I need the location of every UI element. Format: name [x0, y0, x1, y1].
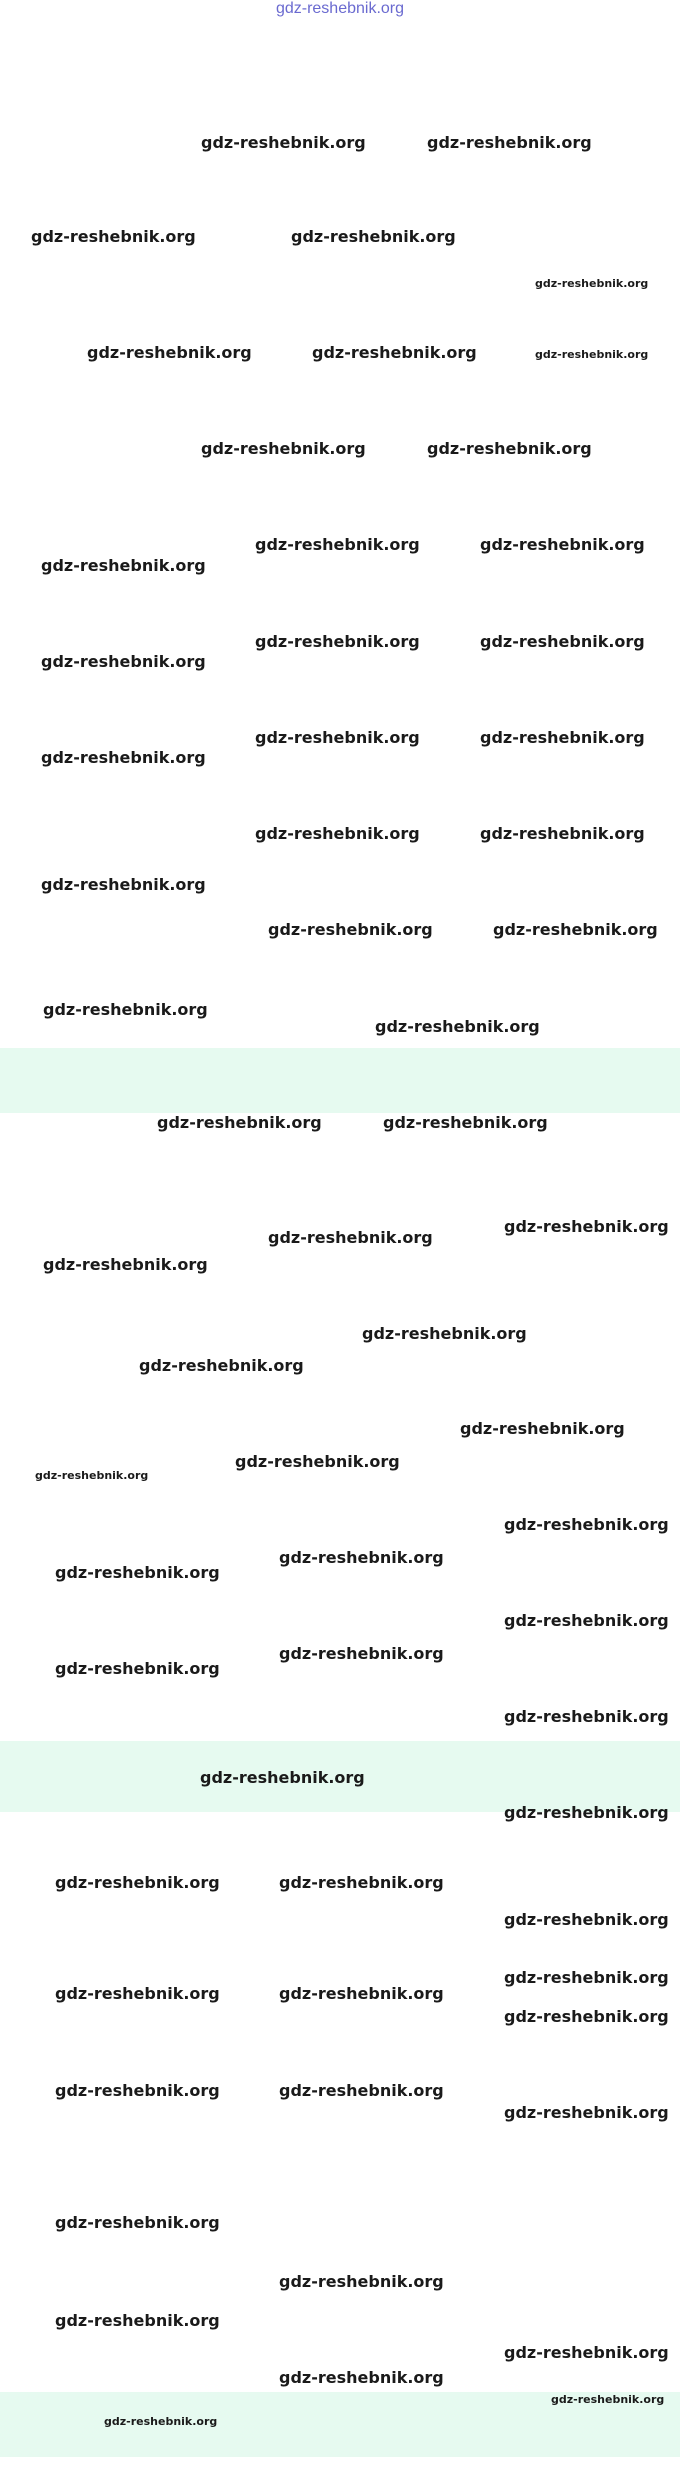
- watermark: gdz-reshebnik.org: [55, 1659, 220, 1678]
- watermark: gdz-reshebnik.org: [504, 1707, 669, 1726]
- watermark: gdz-reshebnik.org: [87, 343, 252, 362]
- watermark: gdz-reshebnik.org: [279, 1984, 444, 2003]
- watermark: gdz-reshebnik.org: [279, 1548, 444, 1567]
- watermark: gdz-reshebnik.org: [312, 343, 477, 362]
- answer-highlight: [0, 1048, 680, 1113]
- watermark: gdz-reshebnik.org: [35, 1469, 149, 1482]
- watermark: gdz-reshebnik.org: [504, 2343, 669, 2362]
- watermark: gdz-reshebnik.org: [279, 2368, 444, 2387]
- watermark: gdz-reshebnik.org: [460, 1419, 625, 1438]
- watermark: gdz-reshebnik.org: [235, 1452, 400, 1471]
- watermark: gdz-reshebnik.org: [362, 1324, 527, 1343]
- watermark: gdz-reshebnik.org: [104, 2415, 218, 2428]
- watermark: gdz-reshebnik.org: [427, 133, 592, 152]
- watermark: gdz-reshebnik.org: [504, 1515, 669, 1534]
- watermark: gdz-reshebnik.org: [55, 1984, 220, 2003]
- watermark: gdz-reshebnik.org: [535, 348, 649, 361]
- watermark: gdz-reshebnik.org: [504, 1968, 669, 1987]
- watermark: gdz-reshebnik.org: [551, 2393, 665, 2406]
- watermark: gdz-reshebnik.org: [480, 728, 645, 747]
- watermark: gdz-reshebnik.org: [55, 1563, 220, 1582]
- watermark: gdz-reshebnik.org: [480, 824, 645, 843]
- watermark: gdz-reshebnik.org: [157, 1113, 322, 1132]
- watermark: gdz-reshebnik.org: [200, 1768, 365, 1787]
- watermark: gdz-reshebnik.org: [55, 2311, 220, 2330]
- watermark: gdz-reshebnik.org: [383, 1113, 548, 1132]
- watermark: gdz-reshebnik.org: [41, 875, 206, 894]
- watermark: gdz-reshebnik.org: [480, 632, 645, 651]
- watermark: gdz-reshebnik.org: [504, 1910, 669, 1929]
- site-header[interactable]: gdz-reshebnik.org: [275, 0, 405, 17]
- watermark: gdz-reshebnik.org: [255, 824, 420, 843]
- watermark: gdz-reshebnik.org: [375, 1017, 540, 1036]
- watermark: gdz-reshebnik.org: [279, 2081, 444, 2100]
- watermark: gdz-reshebnik.org: [201, 133, 366, 152]
- watermark: gdz-reshebnik.org: [504, 2007, 669, 2026]
- watermark: gdz-reshebnik.org: [255, 535, 420, 554]
- watermark: gdz-reshebnik.org: [504, 1217, 669, 1236]
- watermark: gdz-reshebnik.org: [504, 1803, 669, 1822]
- watermark: gdz-reshebnik.org: [279, 2272, 444, 2291]
- watermark: gdz-reshebnik.org: [41, 556, 206, 575]
- watermark: gdz-reshebnik.org: [268, 1228, 433, 1247]
- watermark: gdz-reshebnik.org: [55, 1873, 220, 1892]
- watermark: gdz-reshebnik.org: [31, 227, 196, 246]
- watermark: gdz-reshebnik.org: [43, 1000, 208, 1019]
- watermark: gdz-reshebnik.org: [55, 2081, 220, 2100]
- watermark: gdz-reshebnik.org: [139, 1356, 304, 1375]
- watermark: gdz-reshebnik.org: [535, 277, 649, 290]
- watermark: gdz-reshebnik.org: [480, 535, 645, 554]
- watermark: gdz-reshebnik.org: [41, 748, 206, 767]
- watermark: gdz-reshebnik.org: [504, 2103, 669, 2122]
- watermark: gdz-reshebnik.org: [43, 1255, 208, 1274]
- watermark: gdz-reshebnik.org: [427, 439, 592, 458]
- watermark: gdz-reshebnik.org: [255, 632, 420, 651]
- watermark: gdz-reshebnik.org: [291, 227, 456, 246]
- watermark: gdz-reshebnik.org: [55, 2213, 220, 2232]
- watermark: gdz-reshebnik.org: [493, 920, 658, 939]
- watermark: gdz-reshebnik.org: [504, 1611, 669, 1630]
- watermark: gdz-reshebnik.org: [201, 439, 366, 458]
- watermark: gdz-reshebnik.org: [255, 728, 420, 747]
- watermark: gdz-reshebnik.org: [279, 1873, 444, 1892]
- watermark: gdz-reshebnik.org: [268, 920, 433, 939]
- watermark: gdz-reshebnik.org: [41, 652, 206, 671]
- watermark: gdz-reshebnik.org: [279, 1644, 444, 1663]
